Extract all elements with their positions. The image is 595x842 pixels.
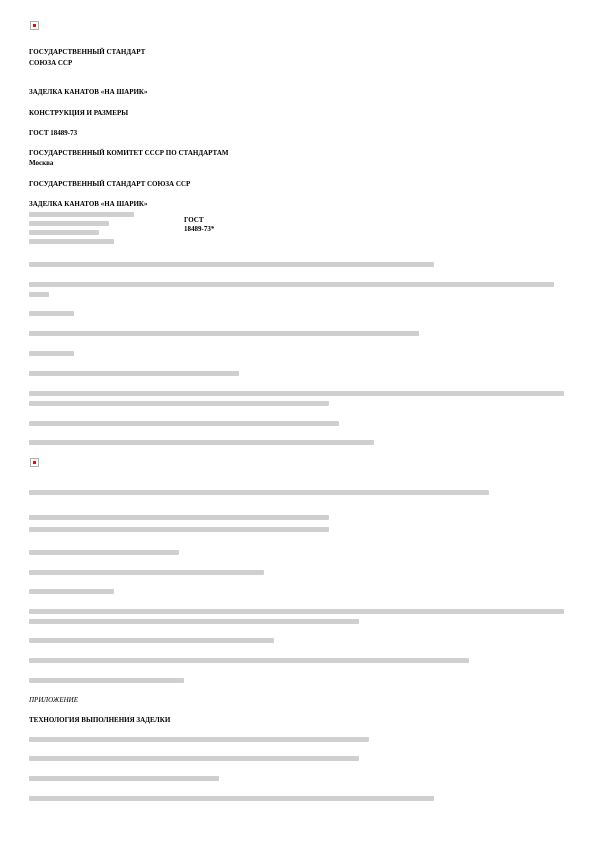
doc-subtitle: КОНСТРУКЦИЯ И РАЗМЕРЫ [29, 109, 129, 117]
unreadable-text [29, 678, 184, 683]
unreadable-text [29, 638, 274, 643]
unreadable-text [29, 490, 489, 495]
gost-number: 18489-73* [184, 225, 215, 233]
unreadable-text [29, 550, 179, 555]
unreadable-text [29, 570, 264, 575]
unreadable-text [29, 221, 109, 226]
doc-code: ГОСТ 18489-73 [29, 129, 78, 137]
unreadable-text [29, 262, 434, 267]
city: Москва [29, 159, 54, 167]
appendix-title: ТЕХНОЛОГИЯ ВЫПОЛНЕНИЯ ЗАДЕЛКИ [29, 716, 171, 724]
unreadable-text [29, 756, 359, 761]
doc-title: ЗАДЕЛКА КАНАТОВ «НА ШАРИК» [29, 88, 148, 96]
unreadable-text [29, 796, 434, 801]
unreadable-text [29, 776, 219, 781]
unreadable-text [29, 515, 329, 520]
unreadable-text [29, 292, 49, 297]
unreadable-text [29, 282, 554, 287]
committee: ГОСУДАРСТВЕННЫЙ КОМИТЕТ СССР ПО СТАНДАРТАМ [29, 149, 229, 157]
unreadable-text [29, 230, 99, 235]
unreadable-text [29, 371, 239, 376]
unreadable-text [29, 527, 329, 532]
unreadable-text [29, 737, 369, 742]
unreadable-text [29, 331, 419, 336]
broken-image-icon [30, 21, 39, 30]
unreadable-text [29, 239, 114, 244]
unreadable-text [29, 619, 359, 624]
header-line-1: ГОСУДАРСТВЕННЫЙ СТАНДАРТ [29, 48, 146, 56]
repeat-title: ЗАДЕЛКА КАНАТОВ «НА ШАРИК» [29, 200, 148, 208]
repeat-header: ГОСУДАРСТВЕННЫЙ СТАНДАРТ СОЮЗА ССР [29, 180, 191, 188]
gost-label: ГОСТ [184, 216, 204, 224]
unreadable-text [29, 440, 374, 445]
unreadable-text [29, 311, 74, 316]
appendix-label: ПРИЛОЖЕНИЕ [29, 696, 78, 704]
unreadable-text [29, 401, 329, 406]
unreadable-text [29, 658, 469, 663]
unreadable-text [29, 589, 114, 594]
unreadable-text [29, 421, 339, 426]
header-line-2: СОЮЗА ССР [29, 59, 73, 67]
unreadable-text [29, 351, 74, 356]
unreadable-text [29, 609, 564, 614]
unreadable-text [29, 212, 134, 217]
broken-image-icon [30, 458, 39, 467]
unreadable-text [29, 391, 564, 396]
